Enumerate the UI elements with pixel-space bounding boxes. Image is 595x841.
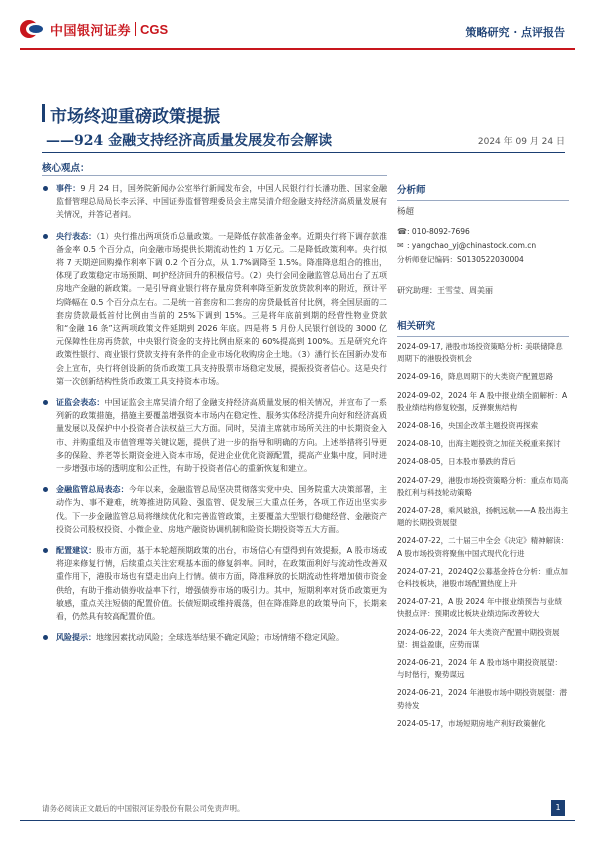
email-icon: ✉ [397,241,404,250]
related-item[interactable]: 2024-08-10，出海主题投资之加征关税重来探讨 [397,439,561,449]
bullet-event [42,182,387,222]
related-item[interactable]: 2024-06-21，2024 年 A 股市场中期投资展望：与时偕行，聚势谋远 [397,658,562,680]
bullet-text: （1）央行推出两项货币总量政策。一是降低存款准备金率。近期央行将下调存款准备金率 0.5 个百分点，向金融市场提供长期流动性约 1 万亿元。二是降低政策利率。央行拟将 7 天期逆回购操作利率下调 0.2 个百分点，从 1.7%调降至 1.5%。降准降息组合的推出，体现了政策稳定市场预期、呵护经济回升的积极信号。（2）央行会同金融监管总局出台了五项房地产金融的新政策。一是引导商业银行将存量房贷利率降至新发放贷款利率的附近，预计平均降幅在 0.5 个百分点左右。二是统一首套房和二套房的房贷最低首付比例，将全国层面的二套房贷款最低首付比例由当前的 25%下调到 15%。三是将年底前到期的经营性物业贷款和“金融 16 条”这两项政策文件延期到 2026 年底。四是将 5 月份人民银行创设的 3000 亿元保障性住房再贷款，中央银行资金的支持比例由原来的 60%提高到 100%。五是研究允许政策性银行、商业银行贷款支持有条件的企业市场化收购房企土地。（3）潘行长在国新办发布会上宣布，央行将创设新的货币政策工具支持股票市场稳定发展，提振投资者信心。这是央行第一次创新结构性货币政策工具支持资本市场。 [56,231,387,386]
footer-disclaimer: 请务必阅读正文最后的中国银河证券股份有限公司免责声明。 [42,804,245,813]
bullet-dot-icon [43,400,48,405]
report-subtitle: ——924 金融支持经济高质量发展发布会解读 [46,133,333,149]
bullet-dot-icon [43,635,48,640]
analyst-email[interactable]: ✉ : yangchao_yj@chinastock.com.cn [397,239,569,253]
related-item[interactable]: 2024-07-21，2024Q2公募基金持仓分析：重点加仓科技板块，港股市场配置热度上升 [397,566,568,589]
core-views-divider [42,175,387,176]
footer-divider [20,820,575,821]
bullet-central-bank [42,230,387,388]
header-divider [20,48,575,50]
bullet-text: 今年以来，金融监管总局坚决贯彻落实党中央、国务院重大决策部署，主动作为、事不避难，统筹推进防风险、强监管、促发展三大重点任务，各项工作迈出坚实步伐。下一步金融监管总局将继续优化和完善监管政策，主要覆盖大型银行稳健经营、金融资产投资公司股权投资、小微企业、房地产融资协调机制和险资长期投资等五大方面。 [56,485,388,534]
brand-abbr: CGS [140,21,169,37]
analyst-email-value[interactable]: yangchao_yj@chinastock.com.cn [411,241,537,250]
bullet-dot-icon [43,234,48,239]
related-item[interactable]: 2024-08-16，央国企改革主题投资再探索 [397,421,539,431]
bullet-lead: 风险提示： [56,633,96,643]
related-item[interactable]: 2024-09-17, 港股市场投资策略分析: 美联储降息周期下的港股投资机会 [397,342,563,364]
title-divider [42,152,565,153]
core-views-label: 核心观点： [42,163,90,174]
bullet-lead: 证监会表态： [56,398,105,408]
bullet-dot-icon [43,186,48,191]
analyst-panel [397,182,569,296]
analyst-phone: ☎ : 010-8092-7696 [397,225,569,239]
analyst-name: 杨超 [397,207,415,217]
bullet-risk [42,631,387,644]
bullet-allocation [42,544,387,623]
analyst-phone-value: 010-8092-7696 [411,227,470,236]
bullet-lead: 金融监管总局表态： [56,485,129,495]
related-item[interactable]: 2024-07-29，港股市场投资策略分析：重点布局高股红利与科技轮动策略 [397,475,569,497]
related-heading: 相关研究 [397,321,436,332]
related-item[interactable]: 2024-06-22，2024 年大类资产配置中期投资展望：拥益盈康，应势而谋 [397,627,560,649]
related-item[interactable]: 2024-07-21，A 股 2024 年中报业绩预告与业绩快报点评：预期或比板块业绩边际改善较大 [397,597,562,619]
bullet-dot-icon [43,548,48,553]
bullet-lead: 央行表态： [56,231,97,241]
related-item[interactable]: 2024-07-28，乘风破浪，扬帆远航——A 股出海主题的长期投资展望 [397,506,569,528]
page-number: 1 [551,800,565,816]
bullet-text: 地缘因素扰动风险；全球选举结果不确定风险；市场情绪不稳定风险。 [96,633,344,643]
brand-name: 中国银河证券 [50,23,132,39]
brand-divider [135,22,136,36]
phone-icon: ☎ [397,227,407,236]
bullet-csrc [42,396,387,475]
report-title: 市场终迎重磅政策提振 [50,107,220,127]
related-divider [397,336,569,337]
bullet-dot-icon [43,487,48,492]
analyst-heading: 分析师 [397,185,426,196]
analyst-divider [397,200,569,201]
main-content [42,182,387,653]
report-type: 策略研究 · 点评报告 [465,26,565,39]
page-header [0,0,595,60]
related-item[interactable]: 2024-08-05，日本股市暴跌的背后 [397,457,516,467]
research-assistants: 研究助理：王雪莹、周美丽 [397,286,493,295]
related-item[interactable]: 2024-09-02，2024 年 A 股中报业绩全面解析：A 股业绩结构修复较强，反弹聚焦结构 [397,390,568,412]
report-date: 2024 年 09 月 24 日 [477,137,565,147]
brand-logo [20,18,168,40]
related-item[interactable]: 2024-06-21，2024 年港股市场中期投资展望：潜势待发 [397,688,568,710]
related-item[interactable]: 2024-05-17，市场短期房地产利好政策催化 [397,718,546,728]
related-item[interactable]: 2024-07-22，二十届三中全会《决定》精神解读：A 股市场投资将聚焦中国式现代化行进 [397,536,569,558]
related-item[interactable]: 2024-09-16，降息周期下的大类资产配置思路 [397,372,554,382]
bullet-text: 中国证监会主席吴清介绍了金融支持经济高质量发展的相关情况，并宣布了一系列新的政策措施，措施主要覆盖增强资本市场内在稳定性、服务实体经济提升向好和经济高质量发展以及保护中小投资者合法权益三大方面。同时，吴清主席就市场所关注的中长期资金入市、并购重组及市值管理等关键议题，提供了进一步的指导和明确的方向。上述举措将引导更多的保险、养老等长期资金进入资本市场，促进企业优化资源配置，提高产业集中度，同时进一步增强市场的透明度和公正性，有助于投资者信心的重新恢复和建立。 [56,398,387,474]
related-research [397,318,569,736]
bullet-nfra [42,483,387,536]
bullet-lead: 事件： [56,184,81,193]
bullet-lead: 配置建议： [56,546,97,556]
bullet-text: 9 月 24 日，国务院新闻办公室举行新闻发布会，中国人民银行行长潘功胜、国家金融监督管理总局局长李云泽、中国证券监督管理委员会主席吴清介绍金融支持经济高质量发展有关情况，并答记者问。 [56,184,387,220]
brand-logo-icon [20,18,46,40]
analyst-license: 分析师登记编码：S0130522030004 [397,255,524,264]
title-accent-bar [42,104,45,122]
bullet-text: 股市方面，基于本轮超预期政策的出台，市场信心有望得到有效提振，A 股市场或将迎来修复行情，后续重点关注宏观基本面的修复斜率。同时，在政策面利好与流动性改善双重作用下，港股市场也有望走出向上行情。债市方面，降准释放的长期流动性将增加债市资金供给，有助于推动债券收益率下行，增强债券市场的吸引力。其中，短期利率对货币政策更为敏感，重点关注短债的配置价值。长债短期或维持震荡，但在降准降息的政策导向下，长期来看，仍然具有较高配置价值。 [56,546,387,622]
